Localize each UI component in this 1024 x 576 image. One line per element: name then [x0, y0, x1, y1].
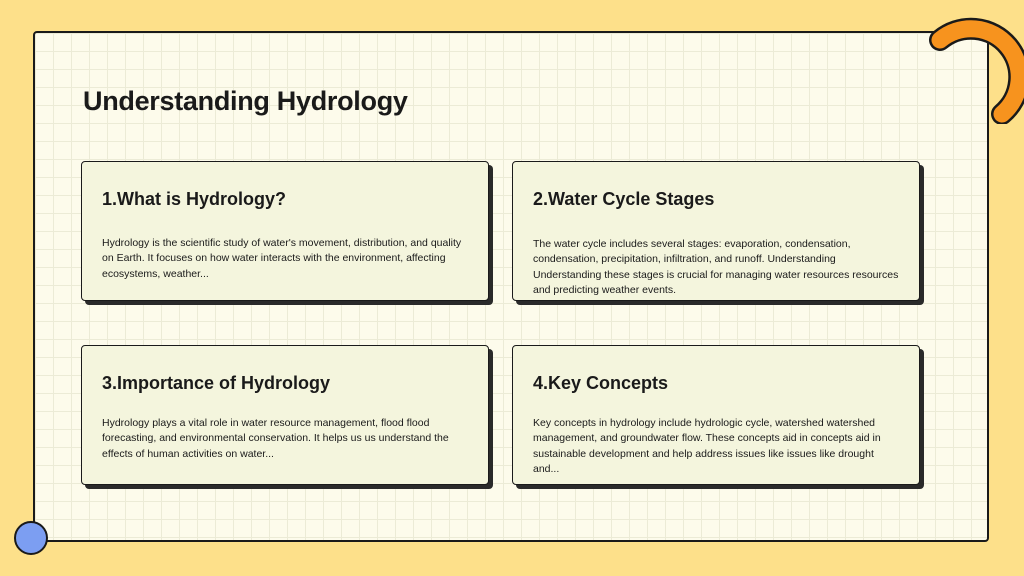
card-title: 4.Key Concepts	[533, 373, 669, 393]
card-body: The water cycle includes several stages: evaporation, condensation, condensation, precipitation, infiltration, and runoff. Understanding Understanding these stages is crucial for managing water resources resources and predicting weather events.	[533, 238, 899, 297]
card-body: Hydrology plays a vital role in water resource management, flood flood forecasting, and environmental conservation. It helps us us understand the effects of human activities on water...	[102, 417, 449, 460]
card-body: Key concepts in hydrology include hydrologic cycle, watershed watershed management, and groundwater flow. These concepts aid in concepts aid in sustainable development and help address issues like issues like drought and...	[533, 417, 881, 476]
card-water-cycle-stages	[512, 161, 920, 301]
card-body: Hydrology is the scientific study of water's movement, distribution, and quality on Earth. It focuses on how water interacts with the environment, affecting ecosystems, weather...	[102, 237, 462, 280]
card-what-is-hydrology	[81, 161, 489, 301]
decorative-arc-shape	[926, 14, 1024, 124]
card-importance-of-hydrology	[81, 345, 489, 485]
card-title: 3.Importance of Hydrology	[102, 373, 331, 393]
card-title: 2.Water Cycle Stages	[533, 189, 715, 209]
card-title: 1.What is Hydrology?	[102, 189, 287, 209]
card-key-concepts	[512, 345, 920, 485]
decorative-circle	[14, 521, 48, 555]
slide-title: Understanding Hydrology	[83, 86, 408, 116]
